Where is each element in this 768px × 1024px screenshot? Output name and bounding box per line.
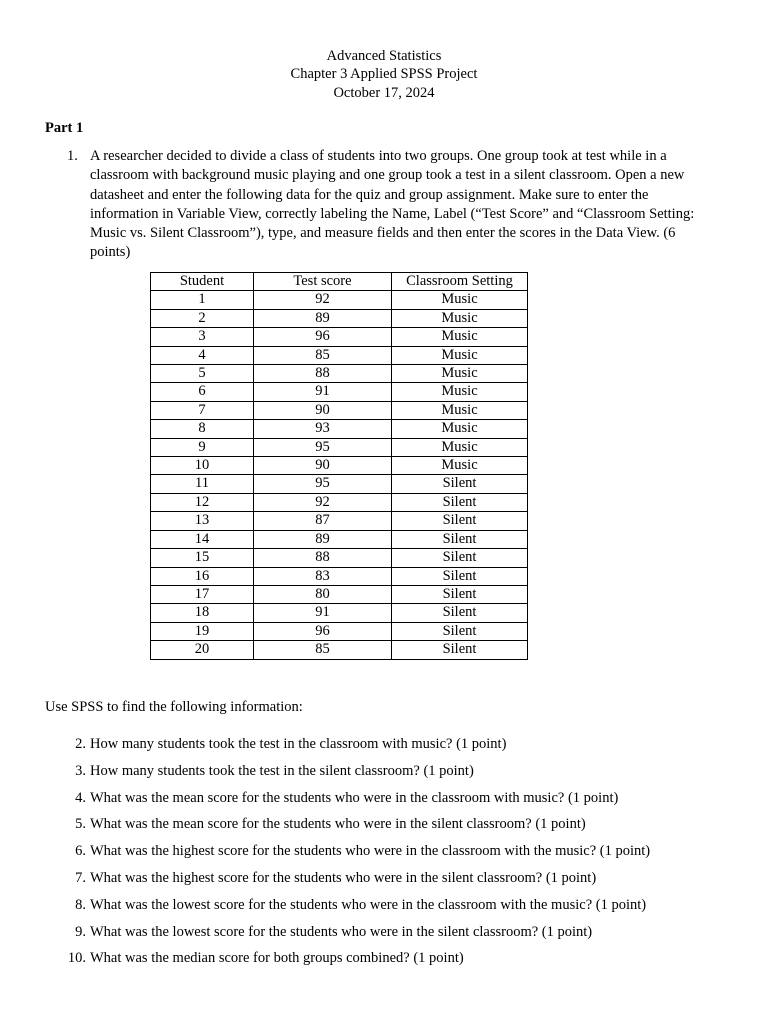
cell-test-score: 91 (254, 604, 392, 622)
table-row (151, 401, 528, 419)
cell-classroom-setting: Silent (392, 475, 528, 493)
cell-student: 6 (151, 383, 254, 401)
cell-student: 12 (151, 493, 254, 511)
table-row (151, 291, 528, 309)
cell-test-score: 89 (254, 309, 392, 327)
cell-test-score: 90 (254, 457, 392, 475)
question-text: What was the highest score for the students who were in the silent classroom? (1 point) (90, 869, 597, 886)
cell-student: 11 (151, 475, 254, 493)
table-row (151, 641, 528, 659)
table-row (151, 365, 528, 383)
table-header-row (151, 273, 528, 291)
table-row (151, 383, 528, 401)
cell-classroom-setting: Silent (392, 622, 528, 640)
part-heading: Part 1 (45, 120, 84, 136)
question-text: A researcher decided to divide a class of students into two groups. One group took at test while in a classroom with background music playing and one group took a test in a silent classroom. Open a new datasheet and enter the following data for the quiz and group assignment. Make sure to enter the information in Variable View, correctly labeling the Name, Label (“Test Score” and “Classroom Setting: Music vs. Silent Classroom”), type, and measure fields and then enter the scores in the Data View. (6 points) (90, 148, 695, 261)
cell-classroom-setting: Silent (392, 530, 528, 548)
list-item (45, 762, 735, 789)
column-header-classroom-setting: Classroom Setting (392, 273, 528, 291)
question-text: What was the mean score for the students who were in the silent classroom? (1 point) (90, 816, 586, 833)
question-text: What was the highest score for the students who were in the classroom with the music? (1 point) (90, 843, 651, 860)
cell-student: 15 (151, 549, 254, 567)
cell-classroom-setting: Silent (392, 604, 528, 622)
cell-classroom-setting: Silent (392, 512, 528, 530)
document-date: October 17, 2024 (333, 84, 435, 101)
cell-test-score: 93 (254, 420, 392, 438)
cell-student: 14 (151, 530, 254, 548)
course-title: Advanced Statistics (326, 48, 442, 64)
question-number: 10. (67, 950, 86, 967)
cell-classroom-setting: Music (392, 457, 528, 475)
cell-student: 8 (151, 420, 254, 438)
cell-test-score: 88 (254, 365, 392, 383)
question-list (45, 735, 735, 976)
cell-student: 2 (151, 309, 254, 327)
cell-student: 7 (151, 401, 254, 419)
table-row (151, 622, 528, 640)
cell-classroom-setting: Music (392, 328, 528, 346)
question-number: 5. (75, 816, 86, 833)
question-text: What was the lowest score for the students who were in the silent classroom? (1 point) (90, 923, 593, 940)
cell-test-score: 85 (254, 641, 392, 659)
cell-classroom-setting: Silent (392, 549, 528, 567)
table-row (151, 328, 528, 346)
question-number: 3. (75, 762, 86, 779)
table-row (151, 549, 528, 567)
cell-test-score: 83 (254, 567, 392, 585)
cell-test-score: 95 (254, 475, 392, 493)
cell-classroom-setting: Silent (392, 585, 528, 603)
cell-student: 3 (151, 328, 254, 346)
cell-classroom-setting: Silent (392, 493, 528, 511)
question-number: 6. (75, 843, 86, 860)
question-text: What was the median score for both groups combined? (1 point) (90, 950, 464, 967)
cell-classroom-setting: Music (392, 383, 528, 401)
data-table (150, 272, 528, 660)
cell-classroom-setting: Music (392, 346, 528, 364)
cell-test-score: 88 (254, 549, 392, 567)
list-item (45, 735, 735, 762)
cell-classroom-setting: Silent (392, 567, 528, 585)
question-number: 9. (75, 923, 86, 940)
table-row (151, 346, 528, 364)
list-item (45, 923, 735, 950)
question-number: 8. (75, 896, 86, 913)
table-row (151, 475, 528, 493)
cell-student: 19 (151, 622, 254, 640)
cell-classroom-setting: Music (392, 401, 528, 419)
cell-student: 9 (151, 438, 254, 456)
cell-student: 4 (151, 346, 254, 364)
cell-student: 17 (151, 585, 254, 603)
table-row (151, 438, 528, 456)
cell-test-score: 89 (254, 530, 392, 548)
cell-test-score: 92 (254, 291, 392, 309)
cell-classroom-setting: Music (392, 438, 528, 456)
table-row (151, 530, 528, 548)
table-row (151, 604, 528, 622)
column-header-student: Student (151, 273, 254, 291)
list-item (45, 789, 735, 816)
cell-classroom-setting: Music (392, 420, 528, 438)
cell-test-score: 92 (254, 493, 392, 511)
table-row (151, 585, 528, 603)
list-item (45, 815, 735, 842)
question-number: 1. (67, 148, 78, 164)
cell-student: 16 (151, 567, 254, 585)
table-row (151, 493, 528, 511)
table-body (151, 291, 528, 659)
question-text: How many students took the test in the silent classroom? (1 point) (90, 762, 474, 779)
cell-student: 1 (151, 291, 254, 309)
cell-test-score: 87 (254, 512, 392, 530)
cell-test-score: 90 (254, 401, 392, 419)
cell-classroom-setting: Music (392, 365, 528, 383)
question-text: What was the mean score for the students who were in the classroom with music? (1 point) (90, 789, 619, 806)
cell-student: 5 (151, 365, 254, 383)
cell-test-score: 96 (254, 622, 392, 640)
cell-student: 20 (151, 641, 254, 659)
question-number: 7. (75, 869, 86, 886)
question-number: 2. (75, 736, 86, 752)
instructions-text: Use SPSS to find the following information: (45, 699, 303, 715)
list-item (45, 949, 735, 976)
cell-classroom-setting: Music (392, 309, 528, 327)
table-row (151, 512, 528, 530)
document-header (0, 47, 768, 102)
column-header-test-score: Test score (254, 273, 392, 291)
cell-test-score: 80 (254, 585, 392, 603)
cell-student: 10 (151, 457, 254, 475)
table-row (151, 309, 528, 327)
question-text: What was the lowest score for the students who were in the classroom with the music? (1 point) (90, 896, 647, 913)
question-text: How many students took the test in the classroom with music? (1 point) (90, 736, 507, 752)
list-item (45, 869, 735, 896)
question-1 (45, 147, 715, 263)
list-item (45, 896, 735, 923)
table-row (151, 567, 528, 585)
table-row (151, 420, 528, 438)
cell-test-score: 96 (254, 328, 392, 346)
cell-classroom-setting: Music (392, 291, 528, 309)
table-row (151, 457, 528, 475)
list-item (45, 842, 735, 869)
cell-test-score: 95 (254, 438, 392, 456)
cell-classroom-setting: Silent (392, 641, 528, 659)
cell-student: 13 (151, 512, 254, 530)
project-title: Chapter 3 Applied SPSS Project (290, 66, 478, 83)
cell-test-score: 91 (254, 383, 392, 401)
question-number: 4. (75, 789, 86, 806)
cell-student: 18 (151, 604, 254, 622)
cell-test-score: 85 (254, 346, 392, 364)
